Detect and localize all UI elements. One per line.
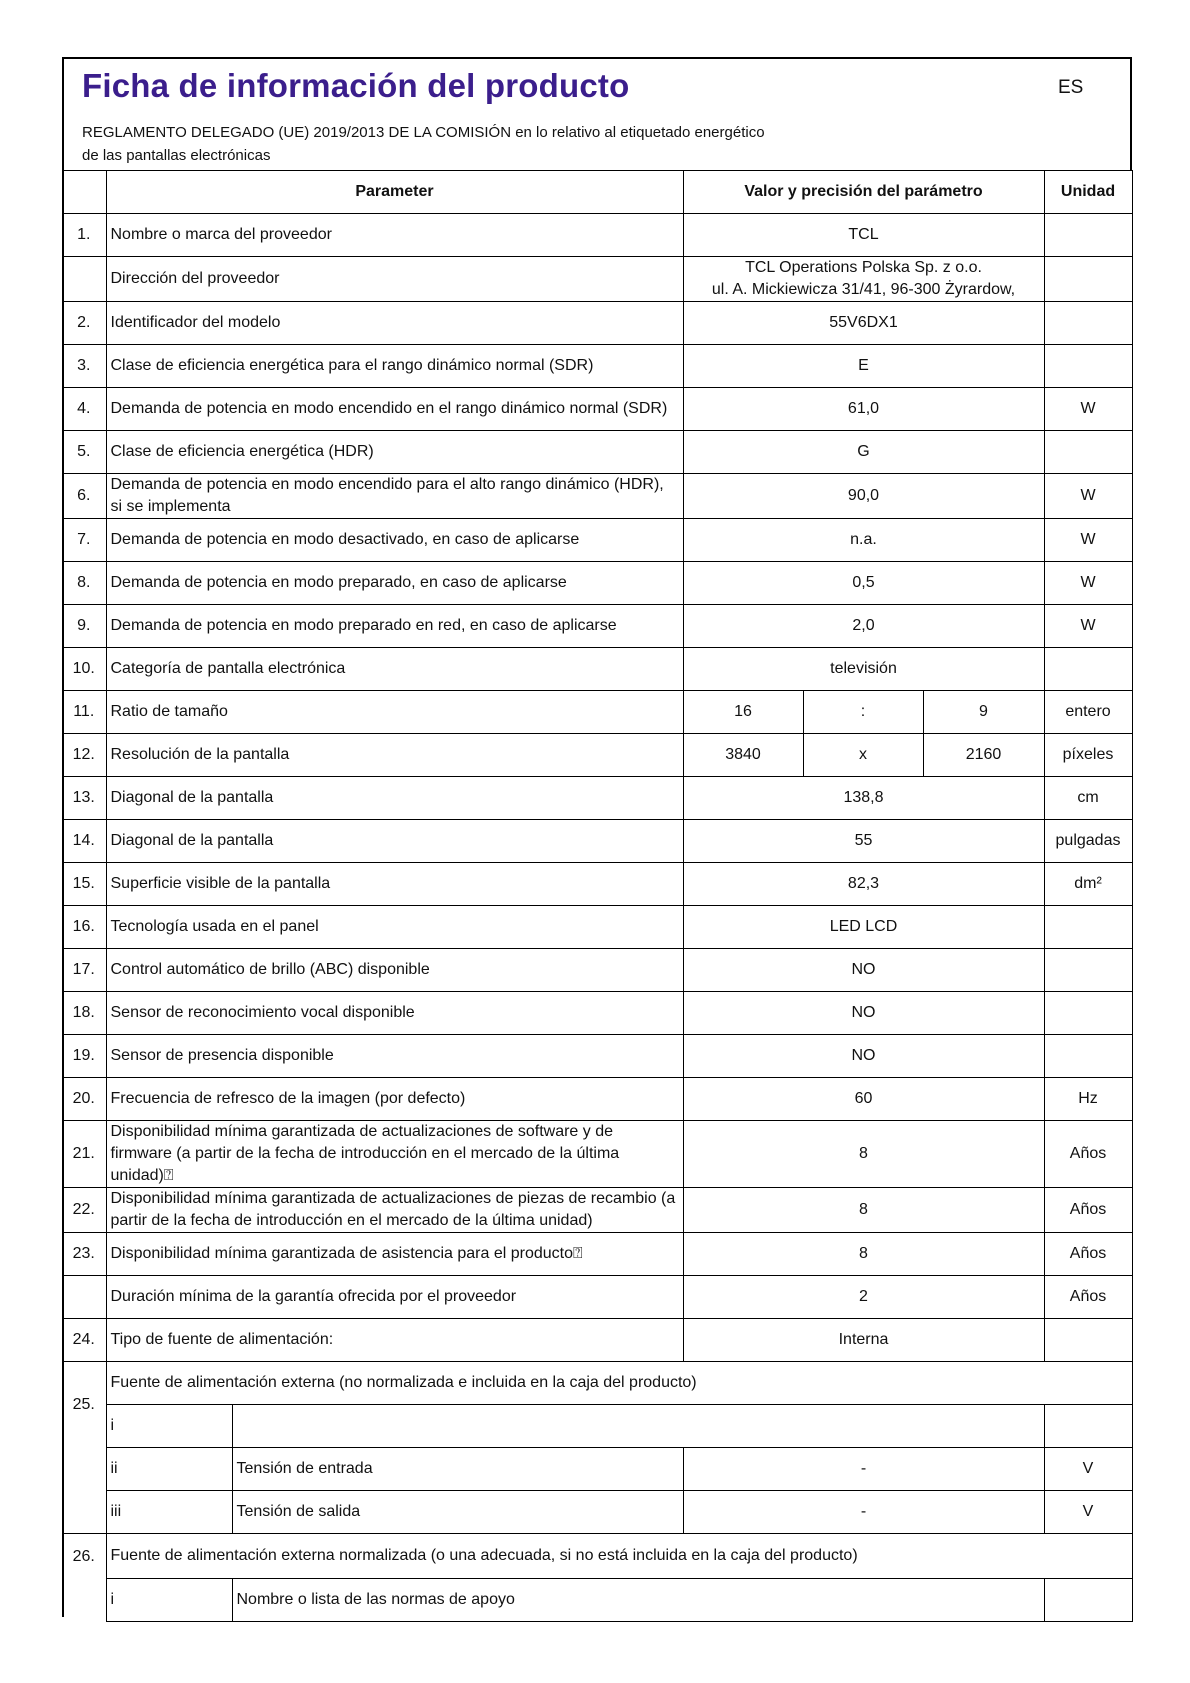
table-subrow — [62, 1448, 1132, 1491]
row-label: Diagonal de la pantalla — [106, 820, 683, 863]
row-label-line-2: si se implementa — [110, 498, 231, 515]
row-unit — [1044, 214, 1132, 257]
frame-right-border — [1130, 57, 1132, 171]
header-num-cell — [62, 171, 106, 214]
row-label — [106, 1121, 683, 1188]
subrow-index: ii — [106, 1448, 232, 1491]
subrow-unit — [1044, 1405, 1132, 1448]
row-value: 55 — [683, 820, 1044, 863]
row-unit: pulgadas — [1044, 820, 1132, 863]
row-label: Diagonal de la pantalla — [106, 777, 683, 820]
row-value: 90,0 — [683, 474, 1044, 519]
subrow-label: Tensión de entrada — [232, 1448, 683, 1491]
row-number: 8. — [62, 562, 106, 605]
row-label: Demanda de potencia en modo preparado, en caso de aplicarse — [106, 562, 683, 605]
subrow-value: - — [683, 1448, 1044, 1491]
row-unit: Años — [1044, 1121, 1132, 1188]
row-label: Clase de eficiencia energética para el rango dinámico normal (SDR) — [106, 345, 683, 388]
table-row — [62, 1035, 1132, 1078]
row-unit — [1044, 648, 1132, 691]
table-row — [62, 691, 1132, 734]
table-row — [62, 949, 1132, 992]
row-unit: dm² — [1044, 863, 1132, 906]
subrow-index: i — [106, 1579, 232, 1622]
row-number: 6. — [62, 474, 106, 519]
row-label-line-2: partir de la fecha de introducción en el mercado de la última unidad) — [110, 1212, 593, 1229]
row-label: Demanda de potencia en modo encendido en el rango dinámico normal (SDR) — [106, 388, 683, 431]
row-label: Identificador del modelo — [106, 302, 683, 345]
row-number: 21. — [62, 1121, 106, 1188]
table-subrow — [62, 1405, 1132, 1448]
row-unit: W — [1044, 474, 1132, 519]
table-row — [62, 1188, 1132, 1233]
header-value: Valor y precisión del parámetro — [683, 171, 1044, 214]
row-number — [62, 257, 106, 302]
table-row — [62, 519, 1132, 562]
subrow-label — [232, 1405, 1044, 1448]
row-number: 15. — [62, 863, 106, 906]
resolution-height-value: 2160 — [923, 734, 1044, 777]
subrow-label: Nombre o lista de las normas de apoyo — [232, 1579, 1044, 1622]
row-number: 4. — [62, 388, 106, 431]
row-number: 24. — [62, 1319, 106, 1362]
table-row — [62, 820, 1132, 863]
regulation-text — [82, 121, 842, 167]
row-value: 82,3 — [683, 863, 1044, 906]
row-value: Interna — [683, 1319, 1044, 1362]
row-unit — [1044, 906, 1132, 949]
row-number: 16. — [62, 906, 106, 949]
row-value — [683, 257, 1044, 302]
row-label-line-2: firmware (a partir de la fecha de introducción en el mercado de la última — [110, 1145, 620, 1162]
subrow-label: Tensión de salida — [232, 1491, 683, 1534]
row-unit — [1044, 257, 1132, 302]
row-label-line-1: Demanda de potencia en modo encendido para el alto rango dinámico (HDR), — [110, 476, 664, 493]
row-number: 18. — [62, 992, 106, 1035]
row-value: NO — [683, 949, 1044, 992]
table-row — [62, 992, 1132, 1035]
table-row — [62, 1319, 1132, 1362]
table-row — [62, 906, 1132, 949]
row-label: Control automático de brillo (ABC) disponible — [106, 949, 683, 992]
regulation-line-2: de las pantallas electrónicas — [82, 147, 271, 164]
regulation-line-1: REGLAMENTO DELEGADO (UE) 2019/2013 DE LA COMISIÓN en lo relativo al etiquetado energético — [82, 124, 765, 141]
row-value: 55V6DX1 — [683, 302, 1044, 345]
row-number: 7. — [62, 519, 106, 562]
table-row — [62, 1233, 1132, 1276]
table-row — [62, 863, 1132, 906]
table-subrow — [62, 1491, 1132, 1534]
row-value: NO — [683, 992, 1044, 1035]
supplier-address-line-2: ul. A. Mickiewicza 31/41, 96-300 Żyrardow, — [711, 281, 1016, 298]
row-unit: píxeles — [1044, 734, 1132, 777]
table-row — [62, 1362, 1132, 1405]
product-info-table — [62, 170, 1133, 1622]
row-unit: Años — [1044, 1188, 1132, 1233]
table-row — [62, 777, 1132, 820]
ratio-width-value: 16 — [683, 691, 803, 734]
row-number: 1. — [62, 214, 106, 257]
table-row — [62, 431, 1132, 474]
row-unit: W — [1044, 519, 1132, 562]
row-unit — [1044, 1035, 1132, 1078]
row-value: LED LCD — [683, 906, 1044, 949]
row-number: 2. — [62, 302, 106, 345]
ratio-height-value: 9 — [923, 691, 1044, 734]
table-row — [62, 648, 1132, 691]
row-value: 8 — [683, 1121, 1044, 1188]
row-number: 19. — [62, 1035, 106, 1078]
table-row — [62, 257, 1132, 302]
row-unit: Hz — [1044, 1078, 1132, 1121]
row-value: 60 — [683, 1078, 1044, 1121]
row-label — [106, 474, 683, 519]
row-number: 22. — [62, 1188, 106, 1233]
row-label: Sensor de presencia disponible — [106, 1035, 683, 1078]
table-row — [62, 1121, 1132, 1188]
table-row — [62, 605, 1132, 648]
header-parameter: Parameter — [106, 171, 683, 214]
row-value: E — [683, 345, 1044, 388]
row-value: 138,8 — [683, 777, 1044, 820]
row-value: 8 — [683, 1188, 1044, 1233]
row-number: 3. — [62, 345, 106, 388]
table-row — [62, 345, 1132, 388]
row-label-line-1: Disponibilidad mínima garantizada de actualizaciones de piezas de recambio (a — [110, 1190, 676, 1207]
table-row — [62, 388, 1132, 431]
row-unit — [1044, 1319, 1132, 1362]
row-number: 20. — [62, 1078, 106, 1121]
table-row — [62, 214, 1132, 257]
row-label: Resolución de la pantalla — [106, 734, 683, 777]
row-value: TCL — [683, 214, 1044, 257]
row-label: Disponibilidad mínima garantizada de asistencia para el producto⍰ — [106, 1233, 683, 1276]
row-value: 61,0 — [683, 388, 1044, 431]
row-value: 2,0 — [683, 605, 1044, 648]
row-unit — [1044, 992, 1132, 1035]
row-label: Demanda de potencia en modo desactivado, en caso de aplicarse — [106, 519, 683, 562]
row-label: Tecnología usada en el panel — [106, 906, 683, 949]
subrow-value: - — [683, 1491, 1044, 1534]
row-unit — [1044, 345, 1132, 388]
row-number: 13. — [62, 777, 106, 820]
row-unit: W — [1044, 605, 1132, 648]
row-label: Fuente de alimentación externa normalizada (o una adecuada, si no está incluida en la caja del producto) — [106, 1534, 1132, 1579]
subrow-unit: V — [1044, 1491, 1132, 1534]
row-number: 17. — [62, 949, 106, 992]
row-label: Categoría de pantalla electrónica — [106, 648, 683, 691]
table-header-row — [62, 171, 1132, 214]
row-number: 11. — [62, 691, 106, 734]
row-label: Clase de eficiencia energética (HDR) — [106, 431, 683, 474]
resolution-separator: x — [803, 734, 923, 777]
subrow-unit — [1044, 1579, 1132, 1622]
row-label-line-3: unidad)⍰ — [110, 1167, 174, 1184]
row-value: G — [683, 431, 1044, 474]
row-label: Tipo de fuente de alimentación: — [106, 1319, 683, 1362]
row-unit: W — [1044, 562, 1132, 605]
row-value: 2 — [683, 1276, 1044, 1319]
row-number: 12. — [62, 734, 106, 777]
row-unit — [1044, 431, 1132, 474]
subrow-unit: V — [1044, 1448, 1132, 1491]
table-row — [62, 1534, 1132, 1579]
row-label: Nombre o marca del proveedor — [106, 214, 683, 257]
ratio-separator: : — [803, 691, 923, 734]
row-label: Ratio de tamaño — [106, 691, 683, 734]
row-label: Dirección del proveedor — [106, 257, 683, 302]
row-number: 26. — [62, 1534, 106, 1622]
row-label: Demanda de potencia en modo preparado en red, en caso de aplicarse — [106, 605, 683, 648]
row-unit: entero — [1044, 691, 1132, 734]
table-row — [62, 474, 1132, 519]
row-value: 8 — [683, 1233, 1044, 1276]
row-unit: Años — [1044, 1233, 1132, 1276]
row-number: 5. — [62, 431, 106, 474]
row-unit — [1044, 949, 1132, 992]
row-value: n.a. — [683, 519, 1044, 562]
table-row — [62, 734, 1132, 777]
row-unit: W — [1044, 388, 1132, 431]
row-value: NO — [683, 1035, 1044, 1078]
row-label: Duración mínima de la garantía ofrecida por el proveedor — [106, 1276, 683, 1319]
table-row — [62, 562, 1132, 605]
supplier-address-line-1: TCL Operations Polska Sp. z o.o. — [745, 259, 982, 276]
row-number: 10. — [62, 648, 106, 691]
row-number: 14. — [62, 820, 106, 863]
subrow-index: iii — [106, 1491, 232, 1534]
frame-top-border — [62, 57, 1132, 59]
page-title: Ficha de información del producto — [82, 67, 630, 104]
row-unit — [1044, 302, 1132, 345]
row-label: Fuente de alimentación externa (no normalizada e incluida en la caja del producto) — [106, 1362, 1132, 1405]
subrow-index: i — [106, 1405, 232, 1448]
table-subrow — [62, 1579, 1132, 1622]
row-label: Superficie visible de la pantalla — [106, 863, 683, 906]
resolution-width-value: 3840 — [683, 734, 803, 777]
row-unit: Años — [1044, 1276, 1132, 1319]
row-label: Sensor de reconocimiento vocal disponible — [106, 992, 683, 1035]
row-number: 23. — [62, 1233, 106, 1276]
row-label: Frecuencia de refresco de la imagen (por defecto) — [106, 1078, 683, 1121]
row-label — [106, 1188, 683, 1233]
row-number — [62, 1276, 106, 1319]
row-value: televisión — [683, 648, 1044, 691]
table-row — [62, 1078, 1132, 1121]
language-code: ES — [1058, 77, 1084, 98]
row-number: 25. — [62, 1362, 106, 1534]
header-unit: Unidad — [1044, 171, 1132, 214]
row-label-line-1: Disponibilidad mínima garantizada de actualizaciones de software y de — [110, 1123, 614, 1140]
row-number: 9. — [62, 605, 106, 648]
table-row — [62, 302, 1132, 345]
row-value: 0,5 — [683, 562, 1044, 605]
table-row — [62, 1276, 1132, 1319]
row-unit: cm — [1044, 777, 1132, 820]
